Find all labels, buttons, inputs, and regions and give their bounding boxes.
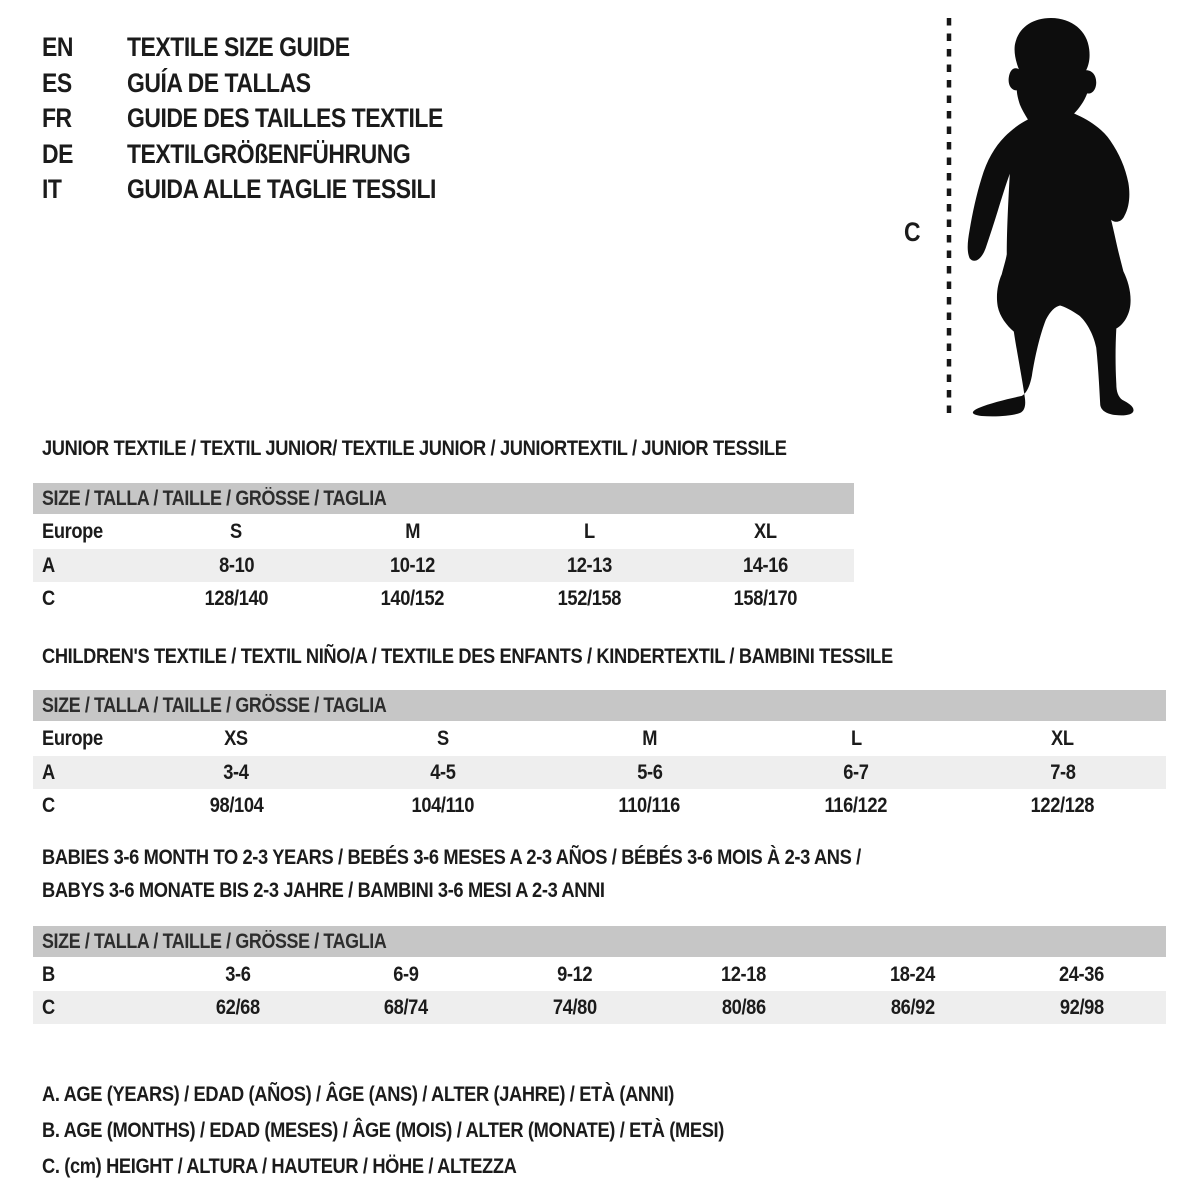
height-measure-label: C — [904, 217, 921, 247]
language-title: GUIDA ALLE TAGLIE TESSILI — [126, 174, 436, 204]
language-code: DE — [42, 138, 73, 169]
language-row-de — [42, 137, 498, 173]
table-cell: 122/128 — [1030, 793, 1095, 817]
junior-column-header-row — [33, 514, 854, 549]
row-label: A — [42, 553, 55, 577]
junior-size-table — [33, 483, 854, 615]
junior-row-height — [33, 582, 854, 615]
language-code: FR — [42, 103, 72, 133]
table-cell: 5-6 — [636, 760, 663, 784]
junior-section-title: JUNIOR TEXTILE / TEXTIL JUNIOR/ TEXTILE JUNIOR / JUNIORTEXTIL / JUNIOR TESSILE — [42, 436, 787, 460]
babies-size-table — [33, 926, 1166, 1024]
table-cell: 158/170 — [733, 586, 798, 610]
table-cell: 4-5 — [430, 760, 456, 784]
column-header: S — [230, 519, 243, 543]
table-cell: 12-13 — [566, 553, 612, 577]
table-cell: 8-10 — [218, 553, 254, 577]
language-row-en — [42, 30, 498, 66]
babies-section-title: BABIES 3-6 MONTH TO 2-3 YEARS / BEBÉS 3-6 MESES A 2-3 AÑOS / BÉBÉS 3-6 MOIS À 2-3 ANS / BABYS 3-6 MONATE BIS 2-3 JAHRE / BAMBINI 3-6 MESI A 2-3 ANNI — [42, 845, 861, 902]
column-header: L — [583, 519, 595, 543]
row-label: C — [42, 793, 55, 817]
legend-line-c: C. (cm) HEIGHT / ALTURA / HAUTEUR / HÖHE / ALTEZZA — [42, 1154, 517, 1178]
row-label: A — [42, 760, 55, 784]
table-cell: 6-7 — [843, 760, 869, 784]
junior-row-age — [33, 549, 854, 582]
table-cell: 62/68 — [215, 995, 260, 1019]
language-title: TEXTILE SIZE GUIDE — [126, 32, 350, 62]
region-label: Europe — [42, 519, 103, 543]
size-header-bar: SIZE / TALLA / TAILLE / GRÖSSE / TAGLIA — [33, 483, 854, 514]
table-cell: 6-9 — [393, 962, 419, 986]
babies-row-age-months — [33, 957, 1166, 991]
table-cell: 3-6 — [224, 962, 251, 986]
height-measure-dashed-line — [944, 14, 954, 418]
column-header: XS — [224, 726, 249, 750]
children-row-age — [33, 756, 1166, 789]
table-cell: 104/110 — [411, 793, 475, 817]
table-cell: 80/86 — [721, 995, 766, 1019]
column-header: XL — [1051, 726, 1075, 750]
table-cell: 74/80 — [553, 995, 598, 1019]
table-cell: 9-12 — [557, 962, 593, 986]
children-size-table — [33, 690, 1166, 822]
language-row-fr — [42, 101, 498, 137]
babies-row-height — [33, 991, 1166, 1024]
table-cell: 14-16 — [743, 553, 789, 577]
legend-line-a: A. AGE (YEARS) / EDAD (AÑOS) / ÂGE (ANS) / ALTER (JAHRE) / ETÀ (ANNI) — [42, 1082, 675, 1106]
region-label: Europe — [42, 726, 103, 750]
column-header: S — [436, 726, 449, 750]
table-cell: 18-24 — [890, 962, 936, 986]
language-row-it — [42, 172, 498, 208]
row-label: B — [42, 962, 55, 986]
size-header-bar: SIZE / TALLA / TAILLE / GRÖSSE / TAGLIA — [33, 690, 1166, 721]
table-cell: 128/140 — [204, 586, 269, 610]
table-cell: 86/92 — [890, 995, 935, 1019]
language-code: EN — [42, 32, 73, 62]
row-label: C — [42, 586, 55, 610]
children-row-height — [33, 789, 1166, 822]
table-cell: 152/158 — [557, 586, 622, 610]
column-header: M — [405, 519, 421, 543]
row-label: C — [42, 995, 55, 1019]
table-cell: 24-36 — [1059, 962, 1105, 986]
language-title: GUÍA DE TALLAS — [126, 67, 311, 98]
table-cell: 12-18 — [721, 962, 767, 986]
table-cell: 10-12 — [390, 553, 436, 577]
language-code: ES — [42, 67, 72, 98]
legend — [42, 1076, 844, 1184]
language-title: TEXTILGRÖßENFÜHRUNG — [126, 138, 410, 169]
table-cell: 98/104 — [209, 793, 264, 817]
toddler-silhouette — [962, 13, 1140, 417]
column-header: M — [642, 726, 657, 750]
table-cell: 7-8 — [1050, 760, 1076, 784]
table-cell: 140/152 — [380, 586, 445, 610]
language-code: IT — [42, 174, 62, 204]
size-header-bar: SIZE / TALLA / TAILLE / GRÖSSE / TAGLIA — [33, 926, 1166, 957]
table-cell: 68/74 — [384, 995, 429, 1019]
children-column-header-row — [33, 721, 1166, 756]
legend-line-b: B. AGE (MONTHS) / EDAD (MESES) / ÂGE (MOIS) / ALTER (MONATE) / ETÀ (MESI) — [42, 1118, 724, 1142]
children-section-title: CHILDREN'S TEXTILE / TEXTIL NIÑO/A / TEXTILE DES ENFANTS / KINDERTEXTIL / BAMBINI TESSILE — [42, 644, 893, 668]
language-title: GUIDE DES TAILLES TEXTILE — [126, 103, 443, 133]
table-cell: 110/116 — [618, 793, 681, 817]
table-cell: 116/122 — [824, 793, 888, 817]
column-header: XL — [754, 519, 778, 543]
table-cell: 92/98 — [1059, 995, 1104, 1019]
column-header: L — [850, 726, 862, 750]
table-cell: 3-4 — [223, 760, 249, 784]
language-row-es — [42, 66, 498, 102]
language-title-list — [42, 30, 498, 208]
